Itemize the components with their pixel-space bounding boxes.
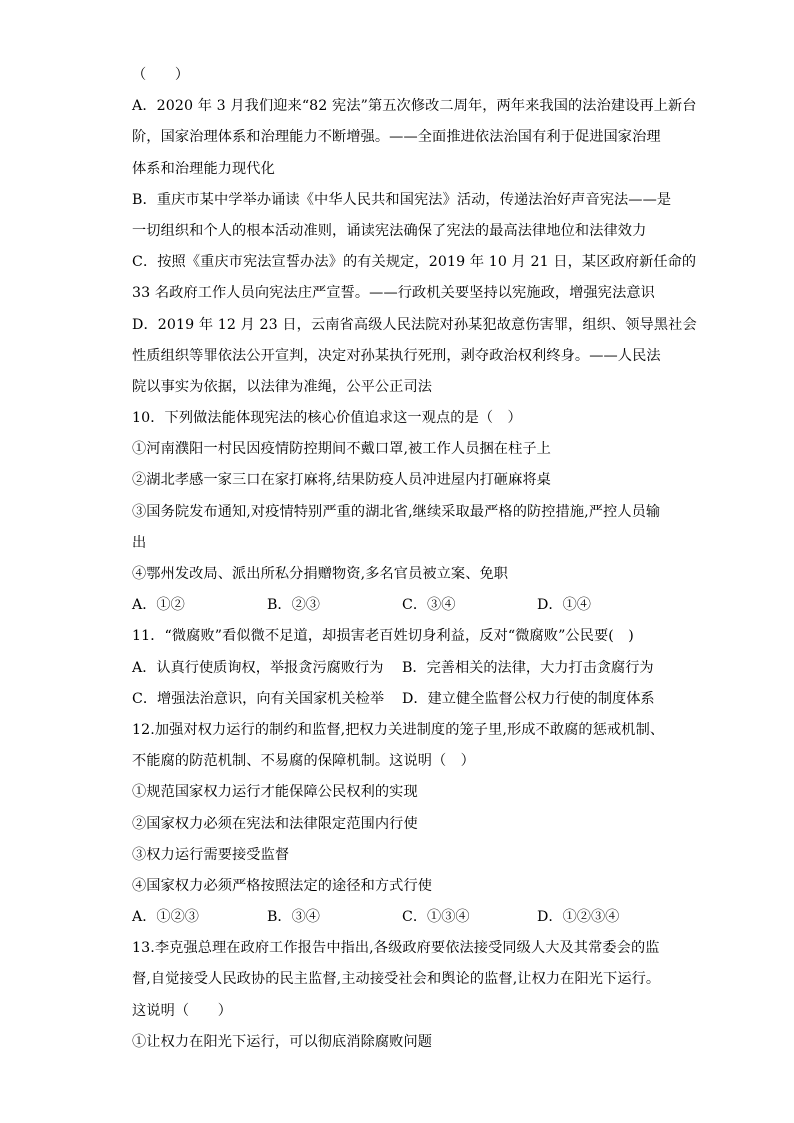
q10-item-2: ②湖北孝感一家三口在家打麻将,结果防疫人员冲进屋内打砸麻将桌 <box>132 472 551 489</box>
q10-option-a: A．①② <box>132 597 185 614</box>
q11-option-d: D．建立健全监督公权力行使的制度体系 <box>402 690 655 707</box>
q12-option-c: C．①③④ <box>402 909 470 926</box>
q11-option-a: A．认真行使质询权，举报贪污腐败行为 <box>132 659 384 676</box>
q10-option-b: B．②③ <box>267 597 320 614</box>
q13-stem-line-2: 督,自觉接受人民政协的民主监督,主动接受社会和舆论的监督,让权力在阳光下运行。 <box>132 971 661 988</box>
q9-option-c-line-1: C．按照《重庆市宪法宣誓办法》的有关规定，2019 年 10 月 21 日，某区政府新任命的 <box>132 254 697 271</box>
q10-item-3: ③国务院发布通知,对疫情特别严重的湖北省,继续采取最严格的防控措施,严控人员输 <box>132 503 661 520</box>
q9-option-a-line-2: 阶，国家治理体系和治理能力不断增强。——全面推进依法治国有利于促进国家治理 <box>132 129 661 146</box>
q12-option-a: A．①②③ <box>132 909 199 926</box>
q9-option-d-line-3: 院以事实为依据，以法律为准绳，公平公正司法 <box>132 378 433 395</box>
q12-stem-line-2: 不能腐的防范机制、不易腐的保障机制。这说明（ ） <box>132 753 475 770</box>
q11-option-c: C．增强法治意识，向有关国家机关检举 <box>132 690 385 707</box>
q13-item-1: ①让权力在阳光下运行，可以彻底消除腐败问题 <box>132 1033 433 1050</box>
q10-stem: 10．下列做法能体现宪法的核心价值追求这一观点的是（ ） <box>132 410 522 427</box>
q10-item-4: ④鄂州发改局、派出所私分捐赠物资,多名官员被立案、免职 <box>132 566 509 582</box>
q10-item-1: ①河南濮阳一村民因疫情防控期间不戴口罩,被工作人员捆在柱子上 <box>132 441 551 458</box>
q9-option-d-line-2: 性质组织等罪依法公开宣判，决定对孙某执行死刑，剥夺政治权利终身。——人民法 <box>132 347 661 364</box>
q10-option-d: D．①④ <box>537 597 591 614</box>
q12-options <box>132 906 672 937</box>
q12-item-1: ①规范国家权力运行才能保障公民权利的实现 <box>132 784 418 801</box>
q12-stem-line-1: 12.加强对权力运行的制约和监督,把权力关进制度的笼子里,形成不敢腐的惩戒机制、 <box>132 721 665 738</box>
q9-option-b-line-1: B．重庆市某中学举办诵读《中华人民共和国宪法》活动，传递法治好声音宪法——是 <box>132 191 672 208</box>
q10-item-3-cont: 出 <box>132 534 147 551</box>
q10-option-c: C．③④ <box>402 597 456 614</box>
q13-stem-line-3: 这说明（ ） <box>132 1002 233 1019</box>
q11-stem: 11．“微腐败”看似微不足道，却损害老百姓切身利益，反对“微腐败”公民要( ) <box>132 628 634 645</box>
q9-blank: （ ） <box>132 67 190 83</box>
q12-option-b: B．③④ <box>267 909 320 926</box>
q13-stem-line-1: 13.李克强总理在政府工作报告中指出,各级政府要依法接受同级人大及其常委会的监 <box>132 940 660 957</box>
q12-item-4: ④国家权力必须严格按照法定的途径和方式行使 <box>132 877 433 894</box>
q9-option-d-line-1: D．2019 年 12 月 23 日，云南省高级人民法院对孙某犯故意伤害罪，组织、领导黑社会 <box>132 316 697 333</box>
page-content <box>132 64 697 1062</box>
q12-item-2: ②国家权力必须在宪法和法律限定范围内行使 <box>132 815 418 832</box>
q9-option-b-line-2: 一切组织和个人的根本活动准则，诵读宪法确保了宪法的最高法律地位和法律效力 <box>132 222 647 239</box>
q11-options-row-1 <box>132 657 672 688</box>
q9-option-a-line-3: 体系和治理能力现代化 <box>132 160 275 177</box>
q9-option-a-line-1: A．2020 年 3 月我们迎来“82 宪法”第五次修改二周年，两年来我国的法治建设再上新台 <box>132 98 697 115</box>
q11-options-row-2 <box>132 688 672 719</box>
q10-options <box>132 594 672 625</box>
q11-option-b: B．完善相关的法律，大力打击贪腐行为 <box>402 659 654 676</box>
q9-option-c-line-2: 33 名政府工作人员向宪法庄严宣誓。——行政机关要坚持以宪施政，增强宪法意识 <box>132 285 655 302</box>
q12-item-3: ③权力运行需要接受监督 <box>132 846 290 863</box>
q12-option-d: D．①②③④ <box>537 909 620 926</box>
